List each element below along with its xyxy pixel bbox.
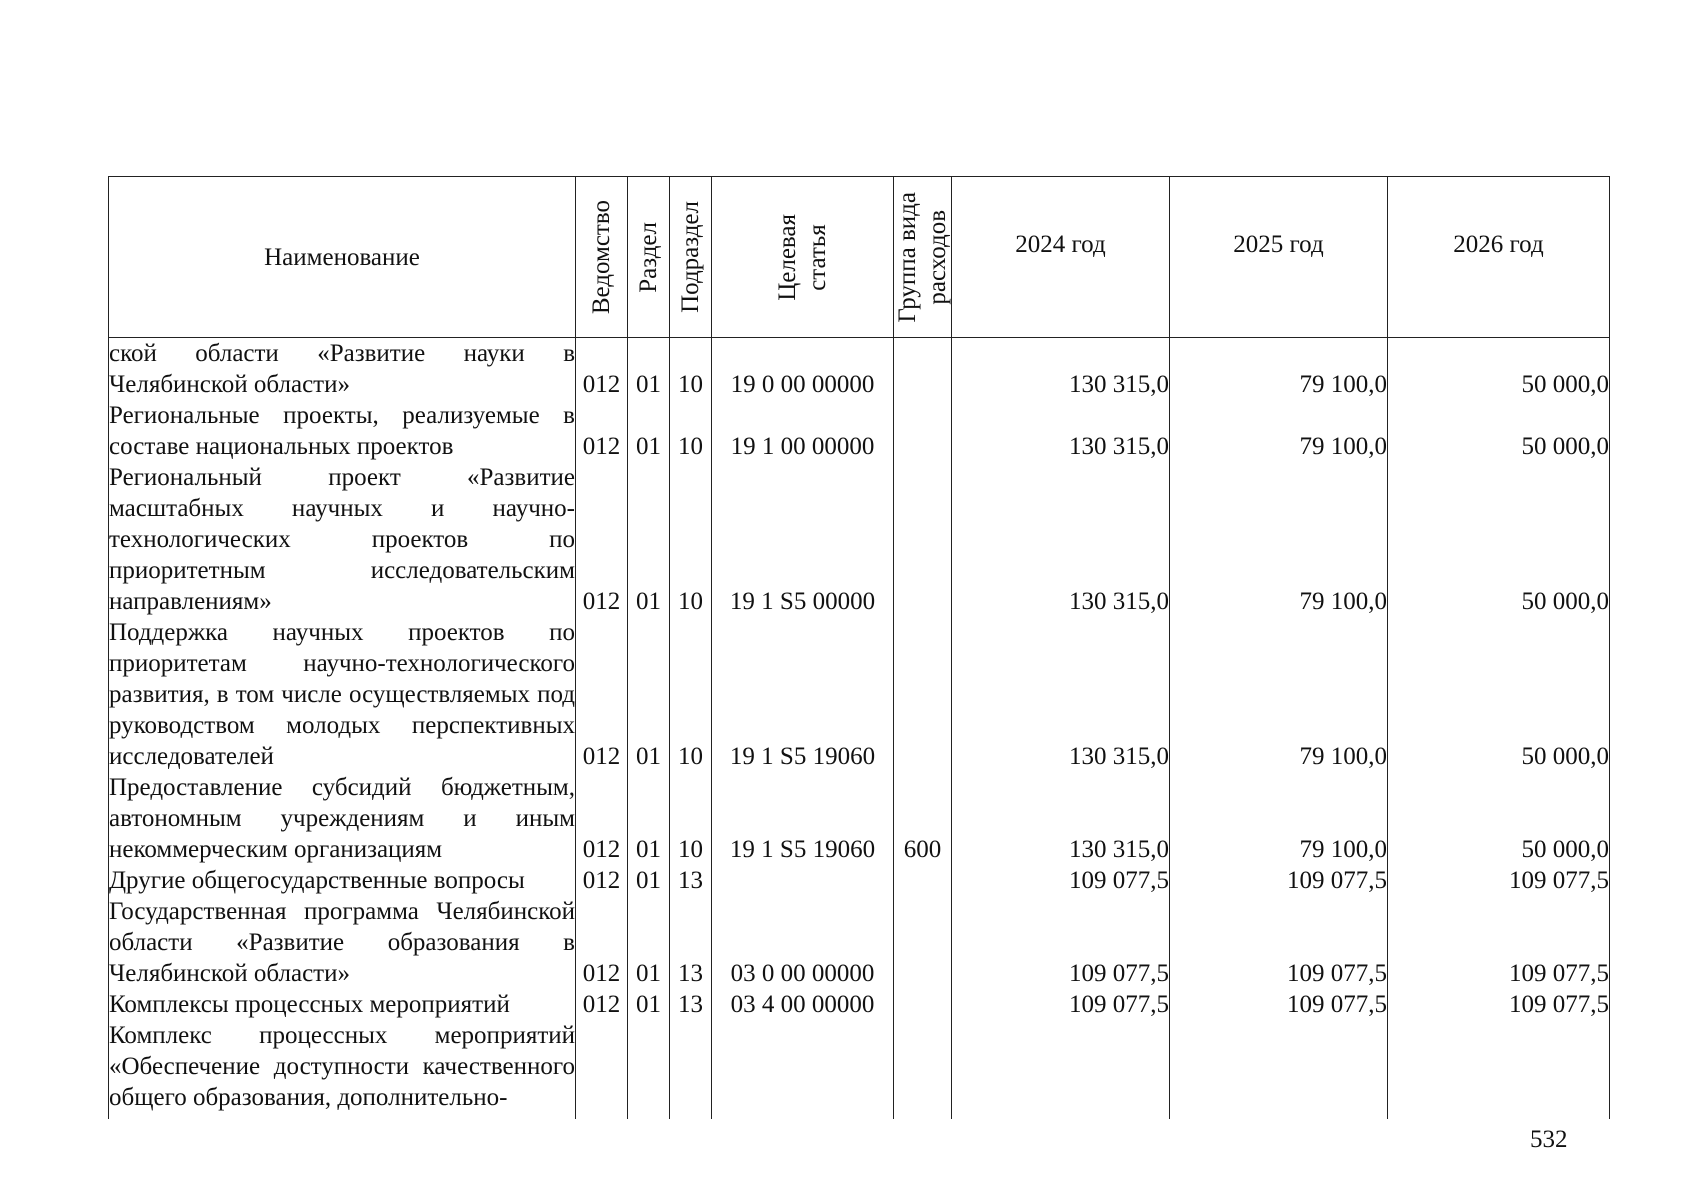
row-section: 01 xyxy=(628,338,670,401)
table-row xyxy=(109,989,1610,1020)
row-ministry: 012 xyxy=(576,896,628,989)
row-2024: 130 315,0 xyxy=(952,462,1170,617)
row-2024: 109 077,5 xyxy=(952,865,1170,896)
row-2026: 109 077,5 xyxy=(1388,896,1610,989)
table-row xyxy=(109,617,1610,772)
row-group: 600 xyxy=(894,772,952,865)
row-name: Государственная программа Челябинской области «Развитие образования в Челябинской области» xyxy=(109,898,575,987)
row-section: 01 xyxy=(628,617,670,772)
row-2025: 79 100,0 xyxy=(1170,462,1388,617)
row-subsection xyxy=(670,1020,712,1113)
row-group xyxy=(894,989,952,1020)
table-row xyxy=(109,400,1610,462)
row-ministry: 012 xyxy=(576,400,628,462)
row-2024: 109 077,5 xyxy=(952,896,1170,989)
row-section: 01 xyxy=(628,462,670,617)
row-target: 03 0 00 00000 xyxy=(712,896,894,989)
row-name: Поддержка научных проектов по приоритетам научно-технологического развития, в том числе осуществляемых под руководством молодых перспективных исследователей xyxy=(109,619,575,770)
row-2024: 130 315,0 xyxy=(952,617,1170,772)
row-2026: 50 000,0 xyxy=(1388,338,1610,401)
row-2025: 79 100,0 xyxy=(1170,617,1388,772)
row-group xyxy=(894,617,952,772)
table-bottom-spacer xyxy=(109,1113,1610,1119)
row-subsection: 10 xyxy=(670,400,712,462)
header-target-article: Целевая статья xyxy=(712,177,894,338)
row-ministry xyxy=(576,1020,628,1113)
row-group xyxy=(894,1020,952,1113)
header-year-2024: 2024 год xyxy=(952,177,1170,338)
header-ministry: Ведомство xyxy=(576,177,628,338)
header-name: Наименование xyxy=(109,177,576,338)
row-subsection: 10 xyxy=(670,772,712,865)
row-2024: 109 077,5 xyxy=(952,989,1170,1020)
row-2024: 130 315,0 xyxy=(952,772,1170,865)
row-2024 xyxy=(952,1020,1170,1113)
table-row xyxy=(109,772,1610,865)
row-2025: 79 100,0 xyxy=(1170,772,1388,865)
row-2026: 50 000,0 xyxy=(1388,462,1610,617)
row-2025 xyxy=(1170,1020,1388,1113)
row-group xyxy=(894,865,952,896)
row-ministry: 012 xyxy=(576,338,628,401)
row-name: Комплексы процессных мероприятий xyxy=(109,989,576,1020)
row-2026 xyxy=(1388,1020,1610,1113)
row-subsection: 13 xyxy=(670,865,712,896)
row-target: 19 1 S5 00000 xyxy=(712,462,894,617)
table-row xyxy=(109,1020,1610,1113)
row-ministry: 012 xyxy=(576,462,628,617)
row-2026: 50 000,0 xyxy=(1388,772,1610,865)
header-year-2025: 2025 год xyxy=(1170,177,1388,338)
row-target xyxy=(712,1020,894,1113)
row-subsection: 10 xyxy=(670,338,712,401)
row-target: 19 1 S5 19060 xyxy=(712,617,894,772)
row-2026: 50 000,0 xyxy=(1388,617,1610,772)
row-section: 01 xyxy=(628,400,670,462)
row-name: Региональные проекты, реализуемые в составе национальных проектов xyxy=(109,402,575,460)
row-subsection: 10 xyxy=(670,462,712,617)
row-2025: 79 100,0 xyxy=(1170,338,1388,401)
header-expense-group: Группа вида расходов xyxy=(894,177,952,338)
row-2025: 109 077,5 xyxy=(1170,865,1388,896)
row-2026: 109 077,5 xyxy=(1388,865,1610,896)
row-ministry: 012 xyxy=(576,989,628,1020)
row-group xyxy=(894,400,952,462)
row-name: ской области «Развитие науки в Челябинской области» xyxy=(109,338,576,401)
table-header-row xyxy=(109,177,1610,338)
row-target: 19 1 00 00000 xyxy=(712,400,894,462)
row-ministry: 012 xyxy=(576,865,628,896)
row-subsection: 13 xyxy=(670,989,712,1020)
header-year-2026: 2026 год xyxy=(1388,177,1610,338)
row-section: 01 xyxy=(628,772,670,865)
row-section: 01 xyxy=(628,865,670,896)
row-group xyxy=(894,338,952,401)
row-2025: 109 077,5 xyxy=(1170,896,1388,989)
row-name: Другие общегосударственные вопросы xyxy=(109,865,576,896)
row-subsection: 13 xyxy=(670,896,712,989)
row-name: Региональный проект «Развитие масштабных научных и научно-технологических проектов по приоритетным исследовательским направлениям» xyxy=(109,464,575,615)
header-subsection: Подраздел xyxy=(670,177,712,338)
row-target: 03 4 00 00000 xyxy=(712,989,894,1020)
row-target: 19 1 S5 19060 xyxy=(712,772,894,865)
row-group xyxy=(894,896,952,989)
row-target: 19 0 00 00000 xyxy=(712,338,894,401)
row-name: Комплекс процессных мероприятий «Обеспечение доступности качественного общего образования, дополнительно- xyxy=(109,1022,575,1111)
table-row xyxy=(109,462,1610,617)
row-target xyxy=(712,865,894,896)
row-2026: 109 077,5 xyxy=(1388,989,1610,1020)
header-section: Раздел xyxy=(628,177,670,338)
row-2025: 109 077,5 xyxy=(1170,989,1388,1020)
row-ministry: 012 xyxy=(576,617,628,772)
row-2024: 130 315,0 xyxy=(952,338,1170,401)
row-group xyxy=(894,462,952,617)
row-2026: 50 000,0 xyxy=(1388,400,1610,462)
page-number: 532 xyxy=(1530,1126,1568,1153)
row-name: Предоставление субсидий бюджетным, автономным учреждениям и иным некоммерческим организациям xyxy=(109,774,575,863)
table-row xyxy=(109,865,1610,896)
row-section: 01 xyxy=(628,989,670,1020)
row-section xyxy=(628,1020,670,1113)
row-2025: 79 100,0 xyxy=(1170,400,1388,462)
budget-table xyxy=(108,176,1610,1119)
table-row xyxy=(109,896,1610,989)
row-subsection: 10 xyxy=(670,617,712,772)
row-2024: 130 315,0 xyxy=(952,400,1170,462)
row-ministry: 012 xyxy=(576,772,628,865)
row-section: 01 xyxy=(628,896,670,989)
table-row xyxy=(109,338,1610,401)
